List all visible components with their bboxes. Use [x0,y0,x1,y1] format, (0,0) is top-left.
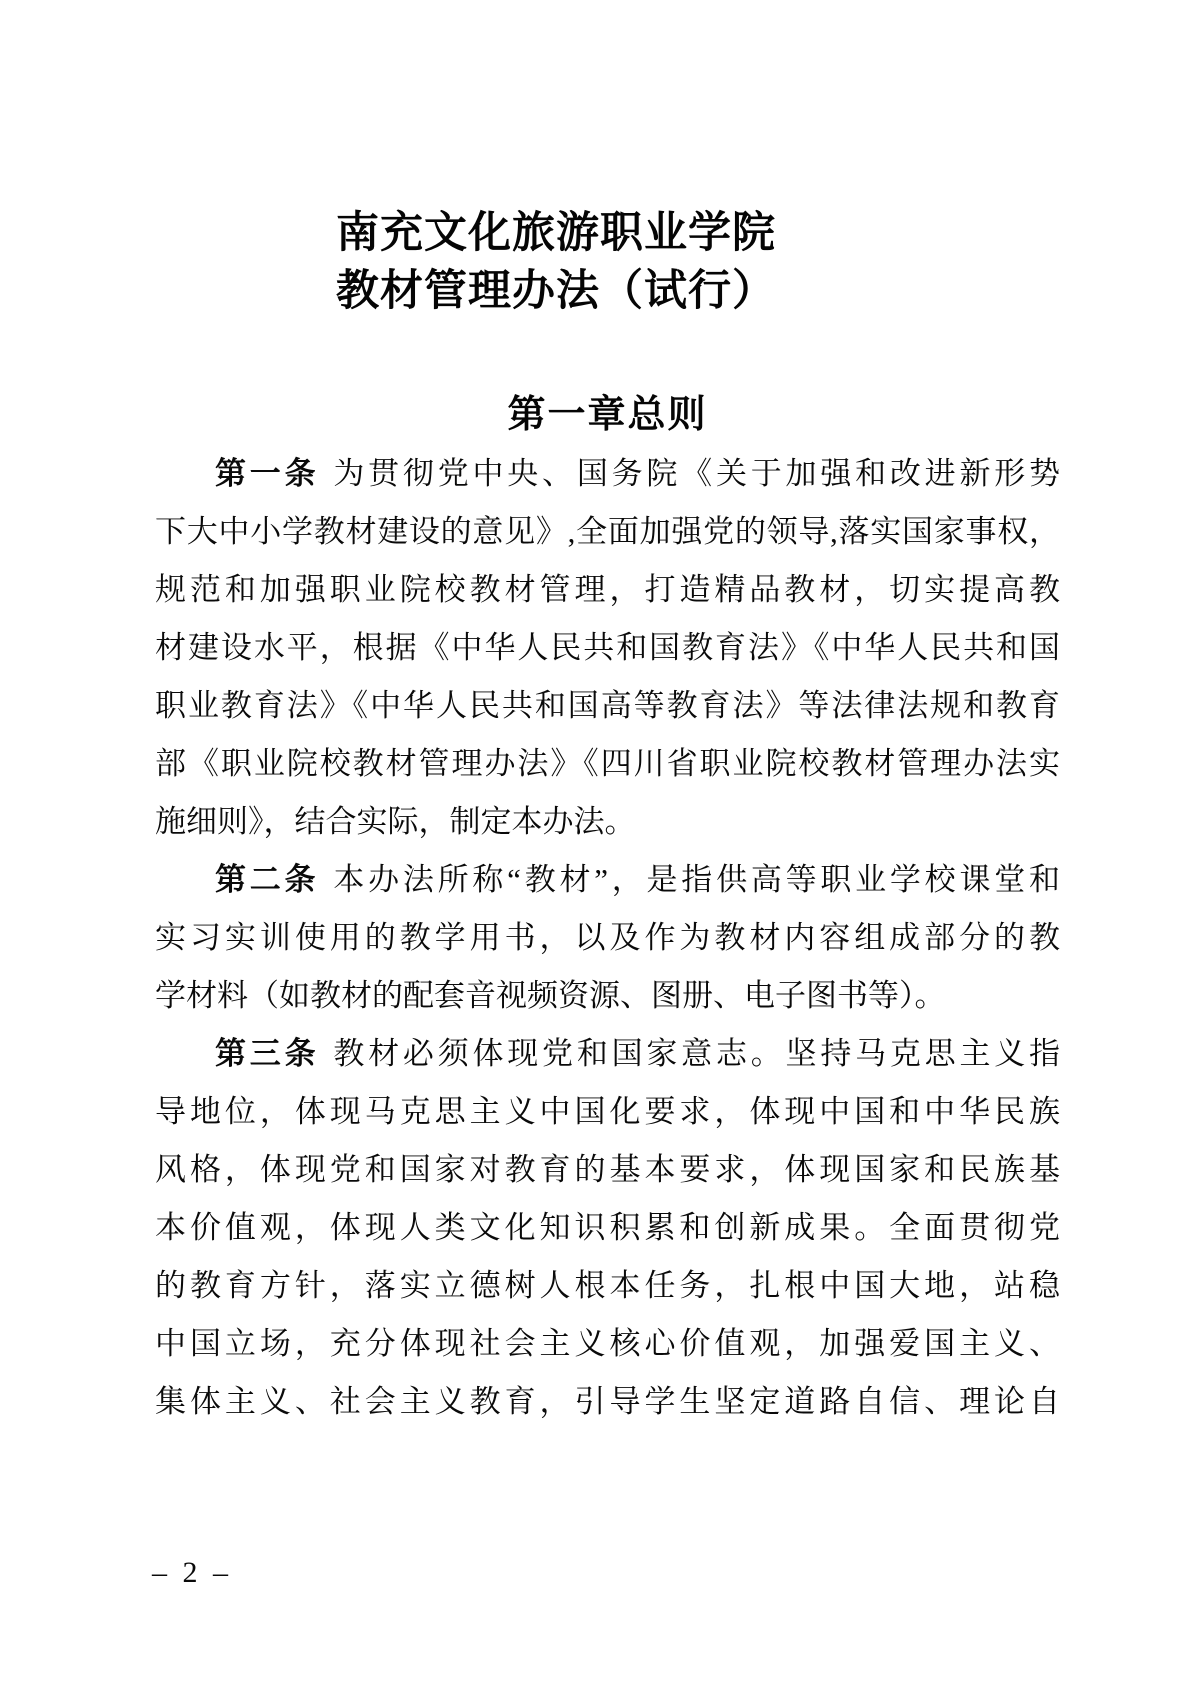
title-line-1: 南充文化旅游职业学院 [336,210,776,257]
body-text: 职业教育法》《中华人民共和国高等教育法》等法律法规和教育 [155,688,1060,723]
body-line [155,851,1060,909]
article-number: 第三条 [215,1036,320,1071]
body-line [155,793,1060,851]
body-line [155,1315,1060,1373]
document-title [0,205,1112,321]
body-line [155,735,1060,793]
body-line [155,561,1060,619]
body-text: 教材必须体现党和国家意志。坚持马克思主义指 [333,1036,1061,1071]
page-number: – 2 – [152,1556,232,1589]
body-line [155,967,1060,1025]
body-text: 材建设水平，根据《中华人民共和国教育法》《中华人民共和国 [155,630,1060,665]
body-text: 风格，体现党和国家对教育的基本要求，体现国家和民族基 [155,1152,1060,1187]
body-text: 本办法所称“教材”，是指供高等职业学校课堂和 [333,862,1060,897]
body-line [155,909,1060,967]
chapter-heading: 第一章总则 [507,394,708,436]
document-body [155,445,1060,1431]
body-line [155,445,1060,503]
body-line [155,1257,1060,1315]
article-number: 第二条 [215,862,320,897]
body-text: 学材料（如教材的配套音视频资源、图册、电子图书等）。 [155,978,946,1013]
body-text: 的教育方针，落实立德树人根本任务，扎根中国大地，站稳 [155,1268,1060,1303]
body-text: 施细则》，结合实际，制定本办法。 [155,804,636,839]
body-line [155,1373,1060,1431]
body-text: 本价值观，体现人类文化知识积累和创新成果。全面贯彻党 [155,1210,1060,1245]
body-text: 部《职业院校教材管理办法》《四川省职业院校教材管理办法实 [155,746,1060,781]
body-text: 集体主义、社会主义教育，引导学生坚定道路自信、理论自 [155,1384,1060,1419]
body-text: 为贯彻党中央、国务院《关于加强和改进新形势 [333,456,1061,491]
body-line [155,1199,1060,1257]
body-line [155,1083,1060,1141]
body-text: 实习实训使用的教学用书，以及作为教材内容组成部分的教 [155,920,1060,955]
body-text: 中国立场，充分体现社会主义核心价值观，加强爱国主义、 [155,1326,1060,1361]
body-text: 规范和加强职业院校教材管理，打造精品教材，切实提高教 [155,572,1060,607]
body-text: 导地位，体现马克思主义中国化要求，体现中国和中华民族 [155,1094,1060,1129]
body-line [155,619,1060,677]
article-number: 第一条 [215,456,320,491]
body-line [155,503,1060,561]
body-line [155,677,1060,735]
body-line [155,1025,1060,1083]
body-text: 下大中小学教材建设的意见》,全面加强党的领导,落实国家事权， [155,514,1060,549]
title-line-2: 教材管理办法（试行） [336,268,776,315]
body-line [155,1141,1060,1199]
